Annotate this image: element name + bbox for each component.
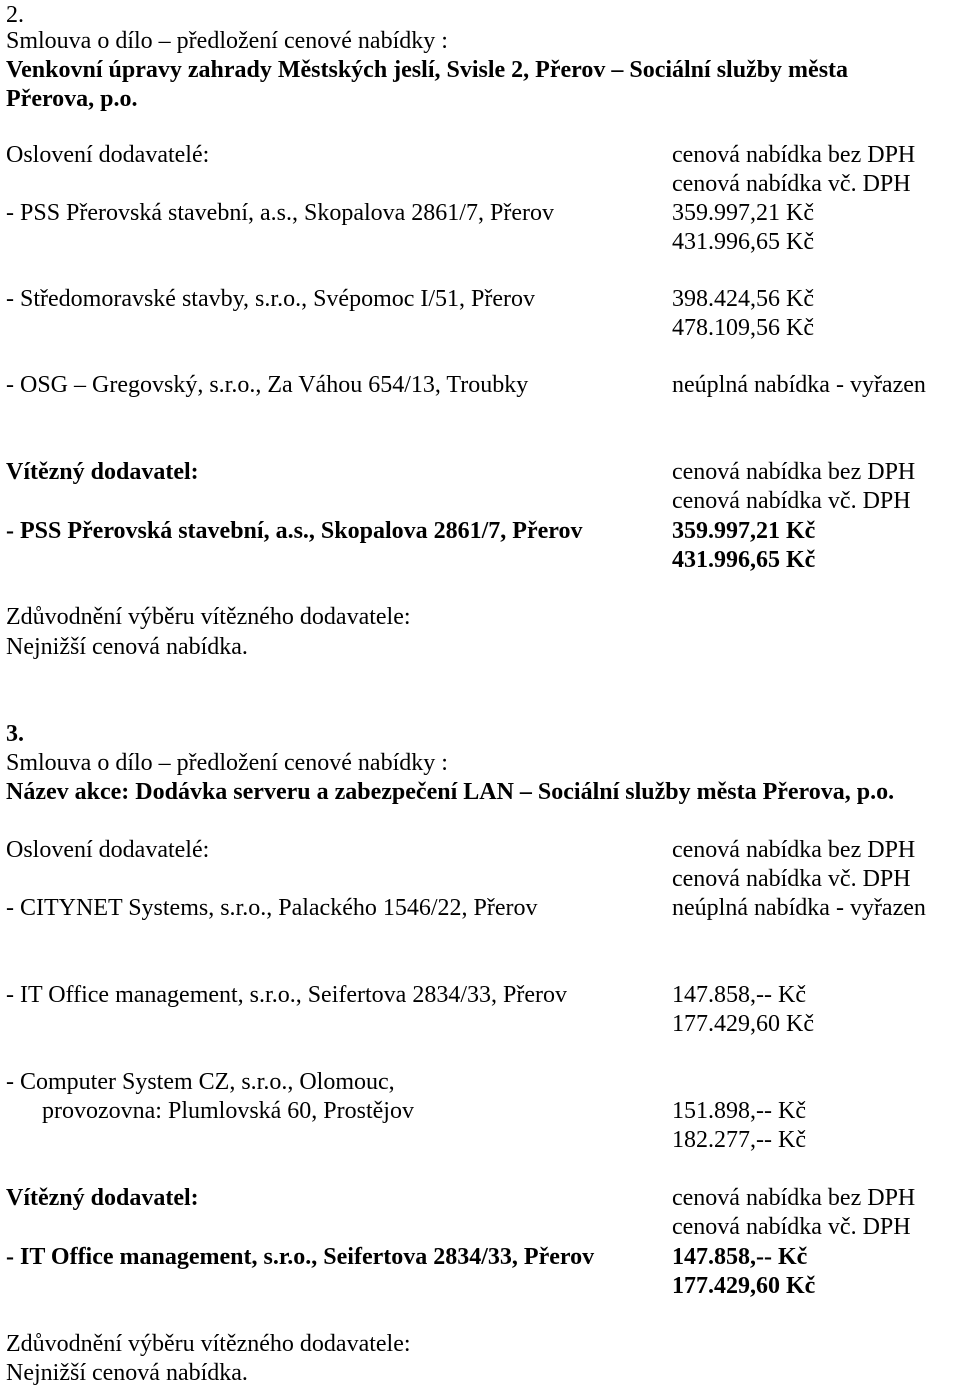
section-2-addressed-label: Oslovení dodavatelé:	[6, 142, 210, 168]
section-3-winner-price-excl-label: cenová nabídka bez DPH	[672, 1185, 916, 1211]
section-3-supplier-1-status: neúplná nabídka - vyřazen	[672, 895, 926, 921]
section-2-title-line2: Přerova, p.o.	[6, 86, 138, 112]
section-3-supplier-2-price-incl: 177.429,60 Kč	[672, 1011, 814, 1037]
section-3-winner-price-incl: 177.429,60 Kč	[672, 1273, 816, 1299]
section-3-price-incl-label: cenová nabídka vč. DPH	[672, 866, 911, 892]
section-3-supplier-3-price-excl: 151.898,-- Kč	[672, 1098, 806, 1124]
section-2-justification-label: Zdůvodnění výběru vítězného dodavatele:	[6, 604, 411, 630]
section-2-winner-name: - PSS Přerovská stavební, a.s., Skopalova 2861/7, Přerov	[6, 518, 583, 544]
section-2-supplier-2-price-excl: 398.424,56 Kč	[672, 286, 814, 312]
section-2-supplier-3-status: neúplná nabídka - vyřazen	[672, 372, 926, 398]
section-3-winner-name: - IT Office management, s.r.o., Seifertova 2834/33, Přerov	[6, 1244, 595, 1270]
section-3-supplier-2-name: - IT Office management, s.r.o., Seifertova 2834/33, Přerov	[6, 982, 567, 1008]
section-3-price-excl-label: cenová nabídka bez DPH	[672, 837, 916, 863]
section-2-supplier-1-name: - PSS Přerovská stavební, a.s., Skopalova 2861/7, Přerov	[6, 200, 554, 226]
section-2-price-excl-label: cenová nabídka bez DPH	[672, 142, 916, 168]
section-2-winner-price-incl: 431.996,65 Kč	[672, 547, 816, 573]
section-2-price-incl-label: cenová nabídka vč. DPH	[672, 171, 911, 197]
section-2-winner-price-excl-label: cenová nabídka bez DPH	[672, 459, 916, 485]
section-3-contract-type: Smlouva o dílo – předložení cenové nabídky :	[6, 750, 448, 776]
section-2-supplier-2-name: - Středomoravské stavby, s.r.o., Svépomoc I/51, Přerov	[6, 286, 536, 312]
section-3-addressed-label: Oslovení dodavatelé:	[6, 837, 210, 863]
section-2-winner-price-excl: 359.997,21 Kč	[672, 518, 816, 544]
section-2-winner-price-incl-label: cenová nabídka vč. DPH	[672, 488, 911, 514]
section-3-supplier-3-name-line1: - Computer System CZ, s.r.o., Olomouc,	[6, 1069, 395, 1095]
section-3-supplier-2-price-excl: 147.858,-- Kč	[672, 982, 806, 1008]
section-2-contract-type: Smlouva o dílo – předložení cenové nabídky :	[6, 28, 448, 54]
section-3-winner-price-excl: 147.858,-- Kč	[672, 1244, 808, 1270]
section-2-supplier-3-name: - OSG – Gregovský, s.r.o., Za Váhou 654/13, Troubky	[6, 372, 529, 398]
section-2-supplier-2-price-incl: 478.109,56 Kč	[672, 315, 814, 341]
section-3-title: Název akce: Dodávka serveru a zabezpečení LAN – Sociální služby města Přerova, p.o.	[6, 779, 895, 805]
section-3-justification: Nejnižší cenová nabídka.	[6, 1360, 248, 1386]
section-2-supplier-1-price-incl: 431.996,65 Kč	[672, 229, 814, 255]
section-2-number: 2.	[6, 2, 24, 28]
section-3-supplier-3-name-line2: provozovna: Plumlovská 60, Prostějov	[42, 1098, 414, 1124]
section-3-justification-label: Zdůvodnění výběru vítězného dodavatele:	[6, 1331, 411, 1357]
section-3-supplier-3-price-incl: 182.277,-- Kč	[672, 1127, 806, 1153]
section-3-number: 3.	[6, 721, 24, 747]
section-2-winner-label: Vítězný dodavatel:	[6, 459, 199, 485]
section-3-supplier-1-name: - CITYNET Systems, s.r.o., Palackého 1546/22, Přerov	[6, 895, 538, 921]
section-3-winner-label: Vítězný dodavatel:	[6, 1185, 199, 1211]
section-2-supplier-1-price-excl: 359.997,21 Kč	[672, 200, 814, 226]
section-2-justification: Nejnižší cenová nabídka.	[6, 634, 248, 660]
section-2-title-line1: Venkovní úpravy zahrady Městských jeslí, Svisle 2, Přerov – Sociální služby města	[6, 57, 849, 83]
section-3-winner-price-incl-label: cenová nabídka vč. DPH	[672, 1214, 911, 1240]
